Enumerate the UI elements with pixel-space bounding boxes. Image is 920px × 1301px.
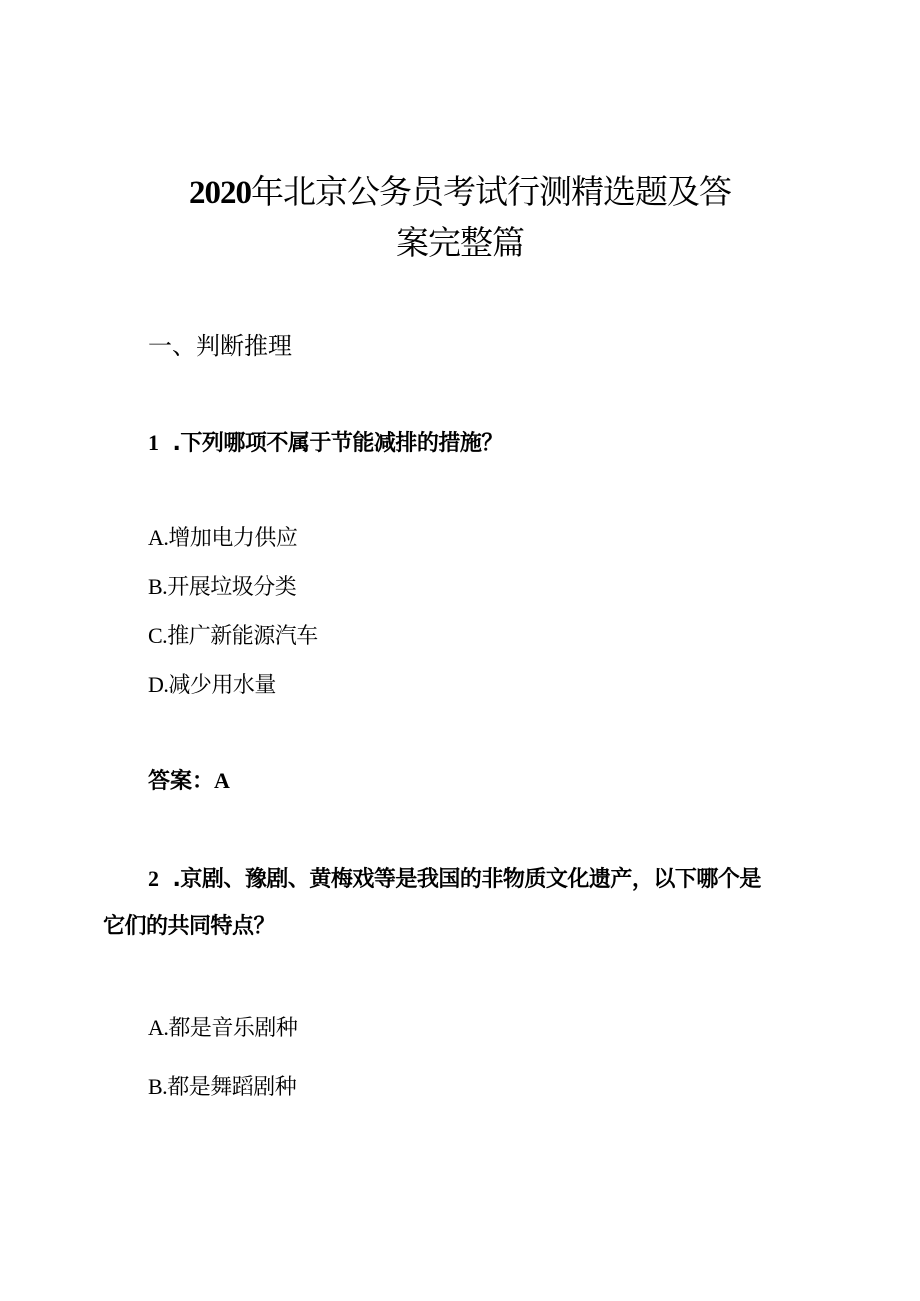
question-1-option-b — [148, 571, 296, 604]
option-letter: D. — [148, 672, 169, 697]
question-2-continued: 它们的共同特点？ — [103, 914, 276, 939]
title-year: 2020 — [189, 175, 251, 211]
question-1-option-c — [148, 620, 318, 653]
option-letter: B. — [148, 574, 168, 599]
option-text: 增加电力供应 — [168, 526, 298, 551]
question-1-answer — [148, 764, 230, 799]
option-text: 开展垃圾分类 — [167, 575, 297, 600]
option-letter: A. — [148, 1015, 169, 1040]
option-text: 推广新能源汽车 — [167, 624, 318, 649]
question-1-option-a — [148, 522, 297, 555]
option-text: 减少用水量 — [168, 673, 276, 698]
option-letter: A. — [148, 525, 169, 550]
option-letter: B. — [148, 1074, 168, 1099]
title-text: 年北京公务员考试行测精选题及答 — [251, 172, 731, 211]
question-number: 1 — [148, 430, 159, 455]
question-1 — [148, 426, 503, 461]
question-number: 2 — [148, 866, 159, 891]
answer-value: A — [214, 768, 230, 793]
question-2 — [148, 862, 761, 897]
question-1-option-d — [148, 669, 276, 702]
option-text: 都是音乐剧种 — [168, 1016, 298, 1041]
document-title-line-2: 案完整篇 — [396, 223, 524, 262]
answer-label: 答案： — [148, 769, 215, 794]
document-title-line-1 — [0, 168, 920, 217]
option-letter: C. — [148, 623, 168, 648]
section-heading: 一、判断推理 — [148, 332, 292, 360]
question-text: .京剧、豫剧、黄梅戏等是我国的非物质文化遗产，以下哪个是 — [172, 867, 761, 892]
option-text: 都是舞蹈剧种 — [167, 1075, 297, 1100]
question-2-option-b — [148, 1071, 296, 1104]
question-2-option-a — [148, 1012, 297, 1045]
question-text: .下列哪项不属于节能减排的措施？ — [172, 431, 503, 456]
